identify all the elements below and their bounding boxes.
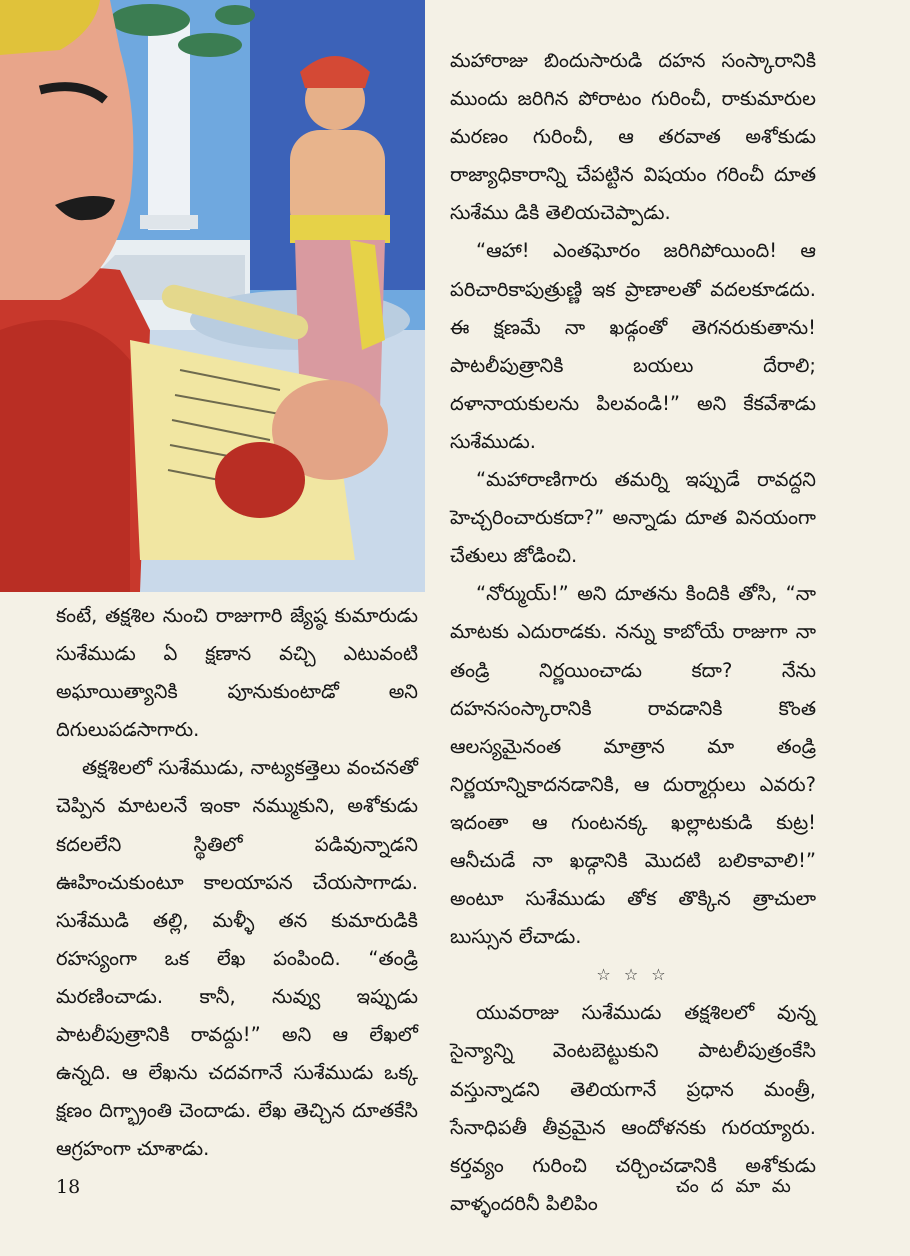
paragraph: “మహారాణిగారు తమర్ని ఇప్పుడే రావద్దని హెచ్చరించారుకదా?” అన్నాడు దూత వినయంగా చేతులు జోడించి. [450, 468, 816, 568]
section-separator: ☆ ☆ ☆ [596, 965, 670, 985]
illustration-svg [0, 0, 425, 592]
paragraph: “నోర్ముయ్!” అని దూతను కిందికి తోసి, “నా మాటకు ఎదురాడకు. నన్ను కాబోయే రాజుగా నా తండ్రి నిర్ణయించాడు కదా? నేను దహనసంస్కారానికి రావడానికి కొంత ఆలస్యమైనంత మాత్రాన మా తండ్రి నిర్ణయాన్నికాదనడానికి, ఆ దుర్మార్గులు ఎవరు? ఇదంతా ఆ గుంటనక్క ఖల్లాటకుడి కుట్ర! ఆనీచుడే నా ఖడ్గానికి మొదటి బలికావాలి!” అంటూ సుశేముడు తోక తొక్కిన త్రాచులా బుస్సున లేచాడు. [450, 582, 816, 949]
paragraph: యువరాజు సుశేముడు తక్షశిలలో వున్న సైన్యాన్ని వెంటబెట్టుకుని పాటలీపుత్రంకేసి వస్తున్నాడని తెలియగానే ప్రధాన మంత్రీ, సేనాధిపతీ తీవ్రమైన ఆందోళనకు గురయ్యారు. కర్తవ్యం గురించి చర్చించడానికి అశోకుడు వాళ్ళందరినీ పిలిపిం [450, 1001, 816, 1215]
magazine-name: చందమామ [676, 1176, 803, 1197]
page-number: 18 [56, 1176, 81, 1198]
paragraph: కంటే, తక్షశిల నుంచి రాజుగారి జ్యేష్ఠ కుమారుడు సుశేముడు ఏ క్షణాన వచ్చి ఎటువంటి అఘాయిత్యానికి పూనుకుంటాడో అని దిగులుపడసాగారు. [56, 604, 418, 742]
paragraph: తక్షశిలలో సుశేముడు, నాట్యకత్తెలు వంచనతో చెప్పిన మాటలనే ఇంకా నమ్ముకుని, అశోకుడు కదలలేని స్థితిలో పడివున్నాడని ఊహించుకుంటూ కాలయాపన చేయసాగాడు. సుశేముడి తల్లి, మళ్ళీ తన కుమారుడికి రహస్యంగా ఒక లేఖ పంపింది. “తండ్రి మరణించాడు. కానీ, నువ్వు ఇప్పుడు పాటలీపుత్రానికి రావద్దు!” అని ఆ లేఖలో ఉన్నది. ఆ లేఖను చదవగానే సుశేముడు ఒక్క క్షణం దిగ్భ్రాంతి చెందాడు. లేఖ తెచ్చిన దూతకేసి ఆగ్రహంగా చూశాడు. [56, 756, 418, 1161]
left-text-column [56, 597, 418, 1168]
story-illustration [0, 0, 425, 592]
right-text-column [450, 42, 816, 1223]
paragraph: “ఆహా! ఎంతఘోరం జరిగిపోయింది! ఆ పరిచారికాపుత్రుణ్ణి ఇక ప్రాణాలతో వదలకూడదు. ఈ క్షణమే నా ఖడ్గంతో తెగనరుకుతాను! పాటలీపుత్రానికి బయలు దేరాలి; దళానాయకులను పిలవండి!” అని కేకవేశాడు సుశేముడు. [450, 239, 816, 453]
paragraph: మహారాజు బిందుసారుడి దహన సంస్కారానికి ముందు జరిగిన పోరాటం గురించీ, రాకుమారుల మరణం గురించీ, ఆ తరవాత అశోకుడు రాజ్యాధికారాన్ని చేపట్టిన విషయం గరించీ దూత సుశేము డికి తెలియచెప్పాడు. [450, 49, 816, 225]
